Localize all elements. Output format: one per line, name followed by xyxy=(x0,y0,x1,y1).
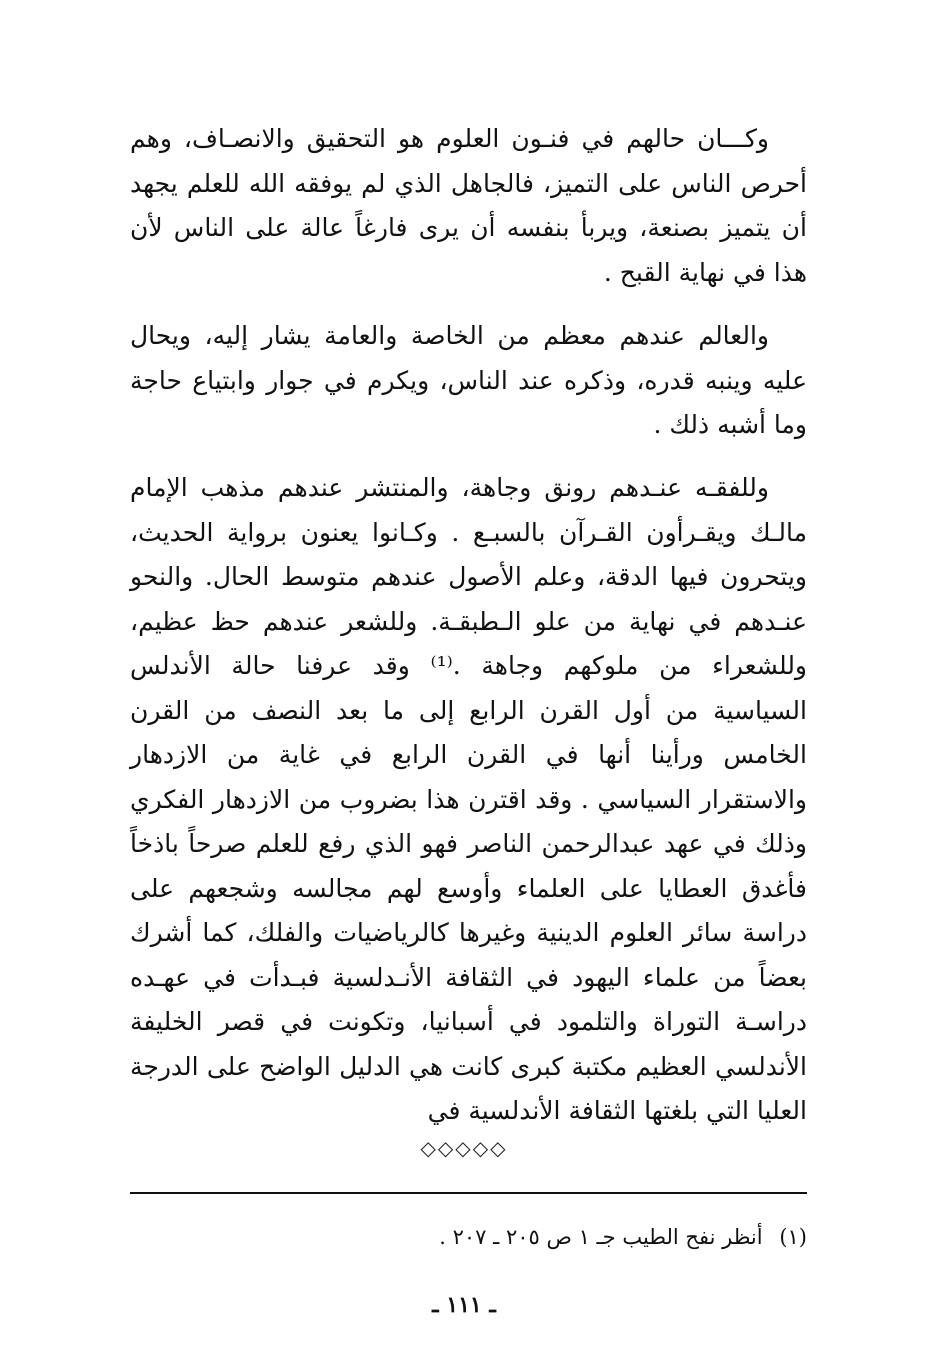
section-ornament: ◇◇◇◇◇ xyxy=(420,1136,508,1160)
paragraph-2: والعالم عندهم معظم من الخاصة والعامة يشار إليه، ويحال عليه وينبه قدره، وذكره عند الناس، ويكرم في جوار وابتياع حاجة وما أشبه ذلك . xyxy=(130,321,807,439)
footnote-separator xyxy=(130,1192,807,1194)
paragraph-1: وكـــان حالهم في فنـون العلوم هو التحقيق والانصـاف، وهم أحرص الناس على التميز، فالجاهل الذي لم يوفقه الله للعلم يجهد أن يتميز بصنعة، ويربأ بنفسه أن يرى فارغاً عالة على الناس لأن هذا في نهاية القبح . xyxy=(130,124,807,287)
footnote-number: (١) xyxy=(779,1225,807,1249)
page-number: ـ ١١١ ـ xyxy=(432,1292,496,1318)
paragraph-3: وللفقـه عنـدهم رونق وجاهة، والمنتشر عندهم مذهب الإمام مالـك ويقـرأون القـرآن بالسبـع . وكـانوا يعنون برواية الحديث، ويتحرون فيها الدقة، وعلم الأصول عندهم متوسط الحال. والنحو عنـدهم في نهاية من علو الـطبقـة. وللشعر عندهم حظ عظيم، وللشعراء من ملوكهم وجاهة .⁽¹⁾ وقد عرفنا حالة الأندلس السياسية من أول القرن الرابع إلى ما بعد النصف من القرن الخامس ورأينا أنها في القرن الرابع في غاية من الازدهار والاستقرار السياسي . وقد اقترن هذا بضروب من الازدهار الفكري وذلك في عهد عبدالرحمن الناصر فهو الذي رفع للعلم صرحاً باذخاً فأغدق العطايا على العلماء وأوسع لهم مجالسه وشجعهم على دراسة سائر العلوم الدينية وغيرها كالرياضيات والفلك، كما أشرك بعضاً من علماء اليهود في الثقافة الأنـدلسية فبـدأت في عهـده دراسـة التوراة والتلمود في أسبانيا، وتكونت في قصر الخليفة الأندلسي العظيم مكتبة كبرى كانت هي الدليل الواضح على الدرجة العليا التي بلغتها الثقافة الأندلسية في xyxy=(130,473,808,1125)
footnote-text: أنظر نفح الطيب جـ ١ ص ٢٠٥ ـ ٢٠٧ . xyxy=(439,1225,763,1249)
footnote xyxy=(130,1222,807,1252)
